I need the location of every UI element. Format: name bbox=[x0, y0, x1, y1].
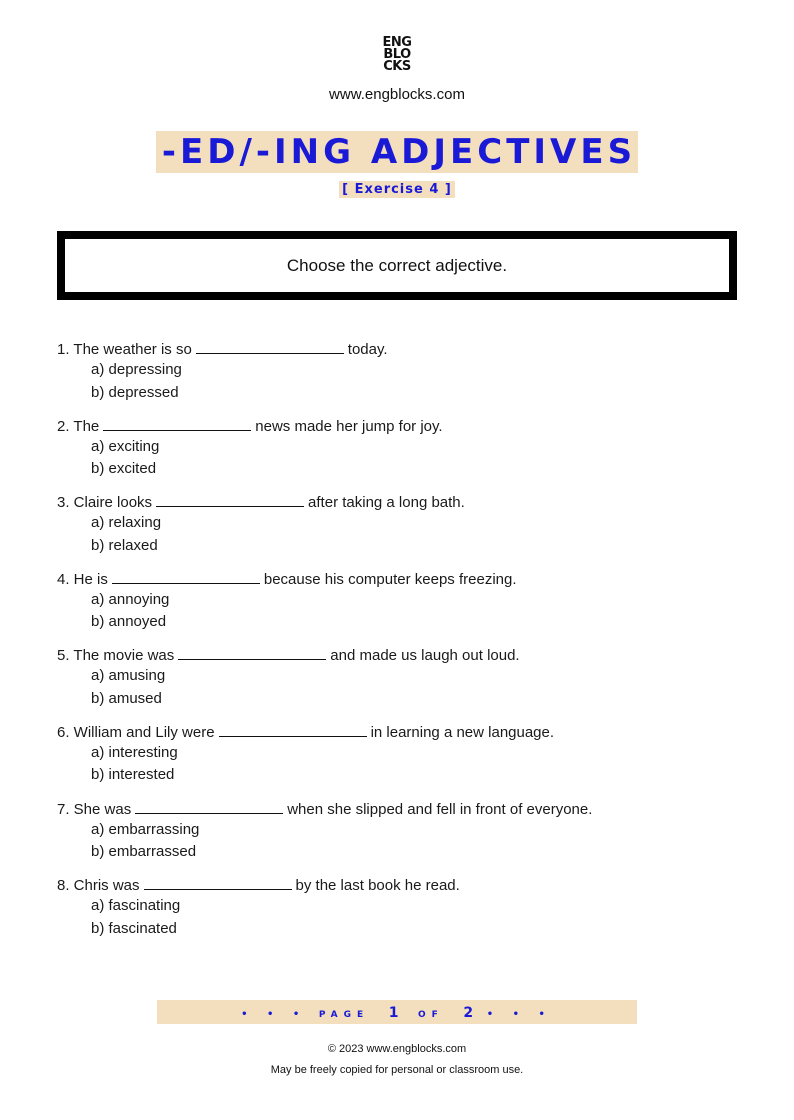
question-item bbox=[57, 568, 757, 645]
option-a: a) depressing bbox=[91, 361, 182, 378]
question-text-end: today. bbox=[347, 341, 388, 358]
question-text: 1. The weather is so bbox=[57, 341, 192, 358]
option-b: b) excited bbox=[91, 460, 157, 478]
question-text-end: and made us laugh out loud. bbox=[330, 647, 520, 665]
answer-blank bbox=[219, 721, 367, 737]
question-item bbox=[57, 798, 757, 875]
question-item bbox=[57, 644, 757, 721]
of-word: OF bbox=[418, 1010, 444, 1020]
exercise-label: [ Exercise 4 ] bbox=[339, 181, 455, 198]
question-item bbox=[57, 415, 757, 492]
question-text: 2. The bbox=[57, 417, 100, 435]
option-b: b) amused bbox=[91, 689, 162, 707]
question-text: 7. She was bbox=[57, 800, 132, 818]
question-text: 6. William and Lily were bbox=[57, 723, 215, 741]
logo-line: CKS bbox=[383, 59, 411, 74]
answer-blank bbox=[135, 798, 283, 814]
website-url: www.engblocks.com bbox=[329, 86, 465, 103]
option-a: a) amusing bbox=[91, 667, 166, 685]
question-list bbox=[57, 338, 757, 951]
question-item bbox=[57, 721, 757, 798]
answer-blank bbox=[196, 338, 344, 354]
answer-blank bbox=[144, 874, 292, 890]
question-text-end: by the last book he read. bbox=[295, 877, 460, 895]
footer-dots-right: • • • bbox=[486, 1009, 553, 1020]
question-item bbox=[57, 874, 757, 951]
answer-blank bbox=[112, 568, 260, 584]
option-a: a) exciting bbox=[91, 437, 160, 455]
page-word: PAGE bbox=[318, 1010, 370, 1020]
option-b: b) embarrassed bbox=[91, 843, 197, 861]
option-a: a) embarrassing bbox=[91, 820, 200, 838]
option-a: a) relaxing bbox=[91, 514, 162, 532]
question-text: 4. He is bbox=[57, 570, 108, 588]
question-text-end: news made her jump for joy. bbox=[255, 417, 443, 435]
question-text: 3. Claire looks bbox=[57, 494, 153, 512]
license-note: May be freely copied for personal or classroom use. bbox=[270, 1064, 524, 1076]
logo-line: ENG bbox=[382, 35, 412, 50]
question-text-end: because his computer keeps freezing. bbox=[263, 570, 517, 588]
option-a: a) interesting bbox=[91, 743, 178, 761]
option-b: b) interested bbox=[91, 766, 175, 784]
footer-dots-left: • • • bbox=[241, 1009, 308, 1020]
answer-blank bbox=[103, 415, 251, 431]
option-b: b) relaxed bbox=[91, 536, 158, 554]
page-total: 2 bbox=[463, 1005, 474, 1021]
logo-line: BLO bbox=[383, 47, 411, 62]
page-current: 1 bbox=[388, 1005, 399, 1021]
question-text: 8. Chris was bbox=[57, 877, 140, 895]
copyright: © 2023 www.engblocks.com bbox=[327, 1043, 467, 1055]
question-text-end: in learning a new language. bbox=[370, 723, 555, 741]
answer-blank bbox=[156, 491, 304, 507]
option-a: a) fascinating bbox=[91, 897, 181, 915]
question-text: 5. The movie was bbox=[57, 647, 175, 665]
option-b: b) fascinated bbox=[91, 919, 177, 937]
question-text-end: when she slipped and fell in front of everyone. bbox=[287, 800, 593, 818]
option-b: b) annoyed bbox=[91, 613, 167, 631]
option-a: a) annoying bbox=[91, 590, 170, 608]
question-text-end: after taking a long bath. bbox=[308, 494, 465, 512]
answer-blank bbox=[178, 644, 326, 660]
instructions-box: Choose the correct adjective. bbox=[57, 231, 737, 300]
option-b: b) depressed bbox=[91, 383, 179, 401]
question-item bbox=[57, 491, 757, 568]
page-indicator bbox=[157, 1000, 637, 1024]
question-item bbox=[57, 338, 757, 415]
engblocks-logo bbox=[0, 37, 794, 73]
worksheet-title: -ED/-ING ADJECTIVES bbox=[156, 131, 638, 173]
